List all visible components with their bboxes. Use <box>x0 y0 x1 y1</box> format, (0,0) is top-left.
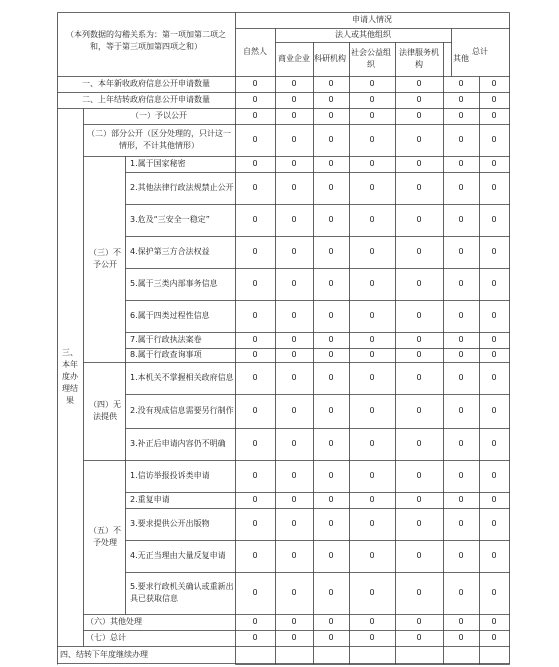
value-cell-research: 0 <box>328 495 334 504</box>
value-cell-natural-person: 0 <box>252 135 258 144</box>
value-cell-other: 0 <box>458 247 464 256</box>
value-cell-natural-person: 0 <box>252 311 258 320</box>
value-cell-public-welfare <box>349 646 395 664</box>
value-cell-other: 0 <box>458 495 464 504</box>
item-confirm-reissue: 5.要求行政机关确认或重新出具已获取信息 <box>130 582 234 603</box>
header-col-research: 科研机构 <box>314 54 346 63</box>
value-cell-legal-service: 0 <box>416 350 422 359</box>
section-results: 三、本年度办理结果 <box>62 348 78 405</box>
value-cell-natural-person: 0 <box>252 183 258 192</box>
value-cell-legal-service: 0 <box>416 335 422 344</box>
value-cell-total: 0 <box>491 311 497 320</box>
value-cell-commercial: 0 <box>291 279 297 288</box>
value-cell-other: 0 <box>458 551 464 560</box>
value-cell-other: 0 <box>458 135 464 144</box>
value-cell-other: 0 <box>458 159 464 168</box>
value-cell-public-welfare: 0 <box>369 519 375 528</box>
value-cell-public-welfare: 0 <box>369 279 375 288</box>
value-cell-public-welfare: 0 <box>369 588 375 597</box>
value-cell-total: 0 <box>491 633 497 642</box>
value-cell-natural-person: 0 <box>252 95 258 104</box>
item-still-unclear: 3.补正后申请内容仍不明确 <box>130 439 226 448</box>
disclosure-statistics-table <box>57 12 509 664</box>
value-cell-research: 0 <box>328 95 334 104</box>
value-cell-research: 0 <box>328 279 334 288</box>
value-cell-research: 0 <box>328 247 334 256</box>
value-cell-other: 0 <box>458 617 464 626</box>
value-cell-other: 0 <box>458 406 464 415</box>
value-cell-legal-service: 0 <box>416 183 422 192</box>
value-cell-legal-service: 0 <box>416 215 422 224</box>
value-cell-commercial: 0 <box>291 335 297 344</box>
item-not-held: 1.本机关不掌握相关政府信息 <box>130 373 234 382</box>
value-cell-commercial: 0 <box>291 519 297 528</box>
header-legal-group: 法人或其他组织 <box>335 30 391 39</box>
value-cell-other: 0 <box>458 111 464 120</box>
section-carry-forward: 四、结转下年度继续办理 <box>60 650 148 659</box>
item-internal-affairs: 5.属于三类内部事务信息 <box>130 279 218 288</box>
value-cell-total <box>479 646 509 664</box>
value-cell-other: 0 <box>458 439 464 448</box>
value-cell-other: 0 <box>458 471 464 480</box>
value-cell-commercial: 0 <box>291 617 297 626</box>
group-disclosed: （一）予以公开 <box>131 111 187 120</box>
value-cell-legal-service: 0 <box>416 588 422 597</box>
group-unable-to-provide: （四）无法提供 <box>89 400 121 421</box>
value-cell-total: 0 <box>491 373 497 382</box>
value-cell-legal-service: 0 <box>416 79 422 88</box>
value-cell-public-welfare: 0 <box>369 215 375 224</box>
value-cell-legal-service: 0 <box>416 159 422 168</box>
value-cell-public-welfare: 0 <box>369 350 375 359</box>
value-cell-other: 0 <box>458 79 464 88</box>
value-cell-research: 0 <box>328 135 334 144</box>
value-cell-total: 0 <box>491 135 497 144</box>
value-cell-commercial: 0 <box>291 495 297 504</box>
header-col-commercial: 商业企业 <box>278 54 310 63</box>
value-cell-commercial: 0 <box>291 311 297 320</box>
value-cell-other <box>443 646 479 664</box>
value-cell-total: 0 <box>491 335 497 344</box>
value-cell-legal-service: 0 <box>416 519 422 528</box>
item-administrative-inquiry: 8.属于行政查询事项 <box>130 350 202 359</box>
value-cell-legal-service: 0 <box>416 279 422 288</box>
value-cell-research: 0 <box>328 519 334 528</box>
value-cell-legal-service: 0 <box>416 95 422 104</box>
header-col-public-welfare: 社会公益组织 <box>351 48 391 69</box>
value-cell-legal-service: 0 <box>416 617 422 626</box>
value-cell-public-welfare: 0 <box>369 551 375 560</box>
header-note: （本列数据的勾稽关系为：第一项加第二项之和，等于第三项加第四项之和） <box>66 29 226 51</box>
value-cell-legal-service: 0 <box>416 471 422 480</box>
item-security-stability: 3.危及“三安全一稳定” <box>130 215 210 224</box>
value-cell-total: 0 <box>491 471 497 480</box>
value-cell-legal-service: 0 <box>416 373 422 382</box>
value-cell-total: 0 <box>491 406 497 415</box>
value-cell-natural-person: 0 <box>252 335 258 344</box>
value-cell-research: 0 <box>328 439 334 448</box>
value-cell-legal-service: 0 <box>416 247 422 256</box>
value-cell-research: 0 <box>328 111 334 120</box>
value-cell-research <box>313 646 349 664</box>
value-cell-total: 0 <box>491 183 497 192</box>
value-cell-other: 0 <box>458 95 464 104</box>
value-cell-commercial: 0 <box>291 551 297 560</box>
group-not-disclosed: （三）不予公开 <box>89 248 121 269</box>
header-col-other: 其他 <box>453 54 469 63</box>
value-cell-public-welfare: 0 <box>369 95 375 104</box>
value-cell-other: 0 <box>458 335 464 344</box>
value-cell-natural-person: 0 <box>252 439 258 448</box>
value-cell-other: 0 <box>458 183 464 192</box>
header-applicant-group: 申请人情况 <box>352 15 392 24</box>
value-cell-natural-person <box>235 646 275 664</box>
value-cell-natural-person: 0 <box>252 495 258 504</box>
item-mass-repeated: 4.无正当理由大量反复申请 <box>130 551 226 560</box>
value-cell-public-welfare: 0 <box>369 617 375 626</box>
value-cell-commercial: 0 <box>291 588 297 597</box>
value-cell-natural-person: 0 <box>252 79 258 88</box>
value-cell-commercial: 0 <box>291 633 297 642</box>
value-cell-total: 0 <box>491 588 497 597</box>
section-new-requests: 一、本年新收政府信息公开申请数量 <box>82 79 210 88</box>
value-cell-total: 0 <box>491 439 497 448</box>
section-carried-over: 二、上年结转政府信息公开申请数量 <box>82 95 210 104</box>
value-cell-public-welfare: 0 <box>369 247 375 256</box>
value-cell-natural-person: 0 <box>252 247 258 256</box>
value-cell-natural-person: 0 <box>252 215 258 224</box>
value-cell-public-welfare: 0 <box>369 373 375 382</box>
value-cell-commercial: 0 <box>291 373 297 382</box>
value-cell-total: 0 <box>491 95 497 104</box>
value-cell-commercial: 0 <box>291 135 297 144</box>
value-cell-commercial: 0 <box>291 439 297 448</box>
item-state-secret: 1.属于国家秘密 <box>130 159 186 168</box>
value-cell-legal-service: 0 <box>416 633 422 642</box>
value-cell-research: 0 <box>328 335 334 344</box>
value-cell-natural-person: 0 <box>252 111 258 120</box>
header-col-total: 总计 <box>472 47 488 56</box>
value-cell-public-welfare: 0 <box>369 471 375 480</box>
value-cell-public-welfare: 0 <box>369 495 375 504</box>
value-cell-public-welfare: 0 <box>369 406 375 415</box>
item-repeated-request: 2.重复申请 <box>130 495 170 504</box>
value-cell-total: 0 <box>491 519 497 528</box>
item-public-publication: 3.要求提供公开出版物 <box>130 519 210 528</box>
header-col-legal-service: 法律服务机构 <box>399 48 439 69</box>
value-cell-total: 0 <box>491 111 497 120</box>
value-cell-research: 0 <box>328 311 334 320</box>
value-cell-other: 0 <box>458 350 464 359</box>
value-cell-total: 0 <box>491 215 497 224</box>
value-cell-research: 0 <box>328 373 334 382</box>
group-not-processed: （五）不予处理 <box>89 526 121 547</box>
value-cell-legal-service: 0 <box>416 135 422 144</box>
group-other-handling: （六）其他处理 <box>86 617 142 626</box>
value-cell-legal-service: 0 <box>416 439 422 448</box>
value-cell-legal-service: 0 <box>416 311 422 320</box>
value-cell-research: 0 <box>328 215 334 224</box>
value-cell-research: 0 <box>328 159 334 168</box>
value-cell-legal-service: 0 <box>416 495 422 504</box>
value-cell-natural-person: 0 <box>252 373 258 382</box>
value-cell-total: 0 <box>491 350 497 359</box>
value-cell-natural-person: 0 <box>252 406 258 415</box>
value-cell-commercial: 0 <box>291 215 297 224</box>
value-cell-research: 0 <box>328 633 334 642</box>
value-cell-commercial: 0 <box>291 247 297 256</box>
value-cell-legal-service: 0 <box>416 406 422 415</box>
value-cell-total: 0 <box>491 551 497 560</box>
value-cell-commercial: 0 <box>291 111 297 120</box>
value-cell-legal-service <box>395 646 443 664</box>
value-cell-commercial: 0 <box>291 471 297 480</box>
value-cell-public-welfare: 0 <box>369 335 375 344</box>
value-cell-other: 0 <box>458 215 464 224</box>
value-cell-research: 0 <box>328 79 334 88</box>
group-total: （七）总计 <box>86 633 126 642</box>
value-cell-public-welfare: 0 <box>369 79 375 88</box>
value-cell-total: 0 <box>491 247 497 256</box>
value-cell-natural-person: 0 <box>252 471 258 480</box>
value-cell-research: 0 <box>328 471 334 480</box>
value-cell-research: 0 <box>328 588 334 597</box>
value-cell-legal-service: 0 <box>416 111 422 120</box>
value-cell-commercial: 0 <box>291 350 297 359</box>
value-cell-total: 0 <box>491 159 497 168</box>
value-cell-research: 0 <box>328 350 334 359</box>
value-cell-total: 0 <box>491 617 497 626</box>
value-cell-other: 0 <box>458 373 464 382</box>
value-cell-research: 0 <box>328 551 334 560</box>
value-cell-public-welfare: 0 <box>369 439 375 448</box>
group-partially-disclosed: （二）部分公开（区分处理的，只计这一情形，不计其他情形） <box>87 129 231 150</box>
header-col-natural-person: 自然人 <box>243 47 267 56</box>
value-cell-commercial: 0 <box>291 95 297 104</box>
value-cell-commercial: 0 <box>291 406 297 415</box>
value-cell-total: 0 <box>491 495 497 504</box>
item-enforcement-files: 7.属于行政执法案卷 <box>130 335 202 344</box>
value-cell-natural-person: 0 <box>252 633 258 642</box>
value-cell-commercial: 0 <box>291 159 297 168</box>
value-cell-natural-person: 0 <box>252 159 258 168</box>
value-cell-commercial: 0 <box>291 79 297 88</box>
item-prohibited-by-law: 2.其他法律行政法规禁止公开 <box>130 183 234 192</box>
value-cell-public-welfare: 0 <box>369 183 375 192</box>
value-cell-natural-person: 0 <box>252 551 258 560</box>
item-needs-creation: 2.没有现成信息需要另行制作 <box>130 406 234 415</box>
value-cell-other: 0 <box>458 311 464 320</box>
value-cell-natural-person: 0 <box>252 279 258 288</box>
value-cell-total: 0 <box>491 79 497 88</box>
value-cell-research: 0 <box>328 617 334 626</box>
item-petition-complaint: 1.信访举报投诉类申请 <box>130 471 210 480</box>
value-cell-public-welfare: 0 <box>369 111 375 120</box>
value-cell-commercial <box>275 646 313 664</box>
value-cell-other: 0 <box>458 633 464 642</box>
value-cell-total: 0 <box>491 279 497 288</box>
item-process-information: 6.属于四类过程性信息 <box>130 311 210 320</box>
value-cell-public-welfare: 0 <box>369 633 375 642</box>
value-cell-natural-person: 0 <box>252 519 258 528</box>
value-cell-commercial: 0 <box>291 183 297 192</box>
value-cell-other: 0 <box>458 588 464 597</box>
value-cell-legal-service: 0 <box>416 551 422 560</box>
value-cell-natural-person: 0 <box>252 588 258 597</box>
item-third-party-rights: 4.保护第三方合法权益 <box>130 247 210 256</box>
value-cell-other: 0 <box>458 279 464 288</box>
value-cell-public-welfare: 0 <box>369 135 375 144</box>
value-cell-public-welfare: 0 <box>369 159 375 168</box>
value-cell-other: 0 <box>458 519 464 528</box>
value-cell-natural-person: 0 <box>252 617 258 626</box>
value-cell-natural-person: 0 <box>252 350 258 359</box>
value-cell-research: 0 <box>328 183 334 192</box>
value-cell-research: 0 <box>328 406 334 415</box>
value-cell-public-welfare: 0 <box>369 311 375 320</box>
